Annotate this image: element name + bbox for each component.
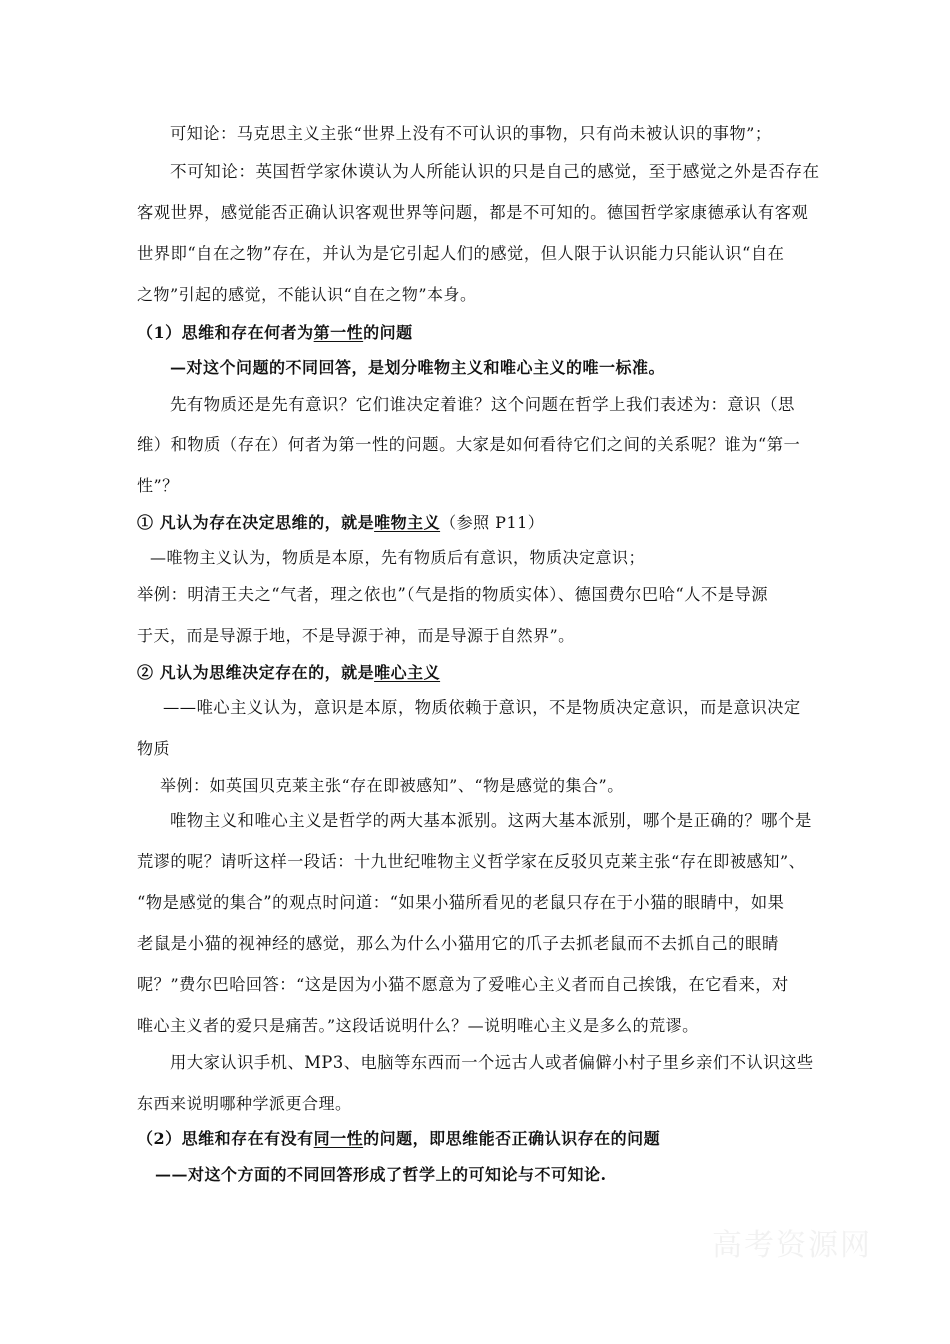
paragraph-line: 老鼠是小猫的视神经的感觉，那么为什么小猫用它的爪子去抓老鼠而不去抓自己的眼睛	[137, 934, 779, 953]
paragraph-line: 用大家认识手机、MP3、电脑等东西而一个远古人或者偏僻小村子里乡亲们不认识这些	[170, 1053, 814, 1072]
paragraph-line: 维）和物质（存在）何者为第一性的问题。大家是如何看待它们之间的关系呢？谁为“第一	[137, 435, 801, 454]
paragraph-line: 之物”引起的感觉，不能认识“自在之物”本身。	[137, 285, 477, 304]
section-heading-identity	[137, 1128, 660, 1150]
paragraph-line: 不可知论：英国哲学家休谟认为人所能认识的只是自己的感觉，至于感觉之外是否存在	[170, 162, 820, 181]
section-heading-first-nature	[137, 322, 413, 344]
paragraph-line: —唯物主义认为，物质是本原，先有物质后有意识，物质决定意识；	[150, 548, 646, 567]
key-point-line: ——对这个方面的不同回答形成了哲学上的可知论与不可知论.	[155, 1165, 607, 1184]
subheading-note: （参照 P11）	[440, 513, 545, 532]
paragraph-line: “物是感觉的集合”的观点时问道：“如果小猫所看见的老鼠只存在于小猫的眼睛中，如果	[137, 893, 785, 912]
watermark: 高考资源网	[712, 1228, 872, 1263]
paragraph-agnosticism-intro: 可知论：马克思主义主张“世界上没有不可认识的事物，只有尚未被认识的事物”；	[170, 124, 772, 143]
subheading-materialism	[137, 512, 544, 534]
heading-prefix: （2）思维和存在有没有	[137, 1129, 314, 1148]
paragraph-line: 举例：如英国贝克莱主张“存在即被感知”、“物是感觉的集合”。	[160, 776, 624, 795]
paragraph-line: 于天，而是导源于地，不是导源于神，而是导源于自然界”。	[137, 626, 575, 645]
paragraph-line: 举例：明清王夫之“气者，理之依也”（气是指的物质实体）、德国费尔巴哈“人不是导源	[137, 585, 769, 604]
subheading-prefix: ① 凡认为存在决定思维的，就是	[137, 513, 375, 532]
paragraph-line: 世界即“自在之物”存在，并认为是它引起人们的感觉，但人限于认识能力只能认识“自在	[137, 244, 785, 263]
key-point-line: —对这个问题的不同回答，是划分唯物主义和唯心主义的唯一标准。	[170, 358, 666, 377]
paragraph-line: 客观世界，感觉能否正确认识客观世界等问题，都是不可知的。德国哲学家康德承认有客观	[137, 203, 809, 222]
heading-suffix: 的问题，即思维能否正确认识存在的问题	[363, 1129, 661, 1148]
paragraph-line: ——唯心主义认为，意识是本原，物质依赖于意识，不是物质决定意识，而是意识决定	[163, 698, 801, 717]
heading-prefix: （1）思维和存在何者为	[137, 323, 314, 342]
paragraph-line: 先有物质还是先有意识？它们谁决定着谁？这个问题在哲学上我们表述为：意识（思	[170, 395, 795, 414]
heading-underlined-term: 第一性	[313, 323, 364, 342]
subheading-underlined-term: 唯心主义	[374, 663, 441, 682]
paragraph-line: 唯物主义和唯心主义是哲学的两大基本派别。这两大基本派别，哪个是正确的？哪个是	[170, 811, 812, 830]
paragraph-line: 东西来说明哪种学派更合理。	[137, 1094, 352, 1113]
paragraph-line: 荒谬的呢？请听这样一段话：十九世纪唯物主义哲学家在反驳贝克莱主张“存在即被感知”、	[137, 852, 806, 871]
paragraph-line: 性”？	[137, 476, 179, 495]
paragraph-line: 唯心主义者的爱只是痛苦。”这段话说明什么？—说明唯心主义是多么的荒谬。	[137, 1016, 699, 1035]
paragraph-line: 呢？”费尔巴哈回答：“这是因为小猫不愿意为了爱唯心主义者而自己挨饿，在它看来，对	[137, 975, 789, 994]
subheading-prefix: ② 凡认为思维决定存在的，就是	[137, 663, 375, 682]
heading-suffix: 的问题	[363, 323, 413, 342]
heading-underlined-term: 同一性	[313, 1129, 364, 1148]
paragraph-line: 物质	[137, 739, 171, 758]
subheading-idealism	[137, 662, 440, 684]
subheading-underlined-term: 唯物主义	[374, 513, 441, 532]
